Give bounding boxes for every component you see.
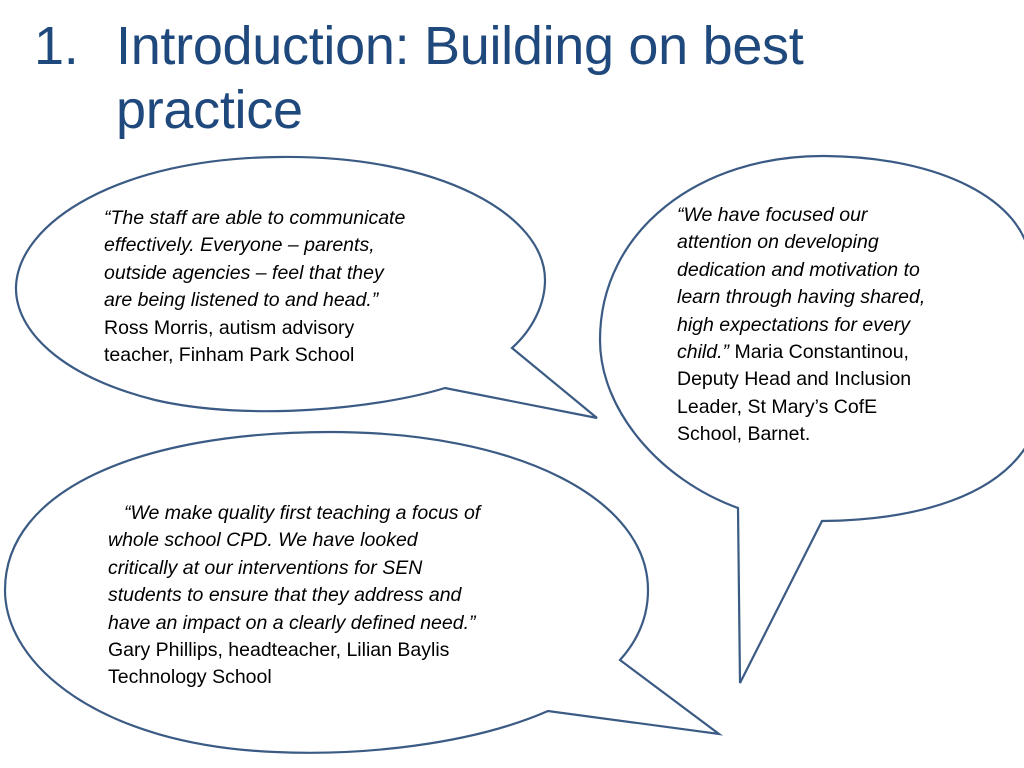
quote-line: outside agencies – feel that they (104, 261, 384, 284)
attribution-line: Deputy Head and Inclusion (677, 368, 912, 391)
quote-line: “We have focused our (677, 204, 868, 226)
quote-text (677, 202, 987, 339)
quote-line: whole school CPD. We have looked (108, 529, 418, 552)
quote-line-mixed (677, 339, 987, 366)
quote-attribution (104, 315, 474, 370)
quote-line: attention on developing (677, 231, 879, 254)
attribution-line: Ross Morris, autism advisory (104, 316, 355, 339)
quote-line: “The staff are able to communicate (104, 207, 406, 229)
attribution-line: teacher, Finham Park School (104, 344, 355, 367)
quote-ross-morris (104, 205, 474, 369)
slide-title-text: Introduction: Building on best practice (116, 16, 804, 140)
quote-line: learn through having shared, (677, 286, 926, 309)
quote-text (104, 205, 474, 315)
quote-line: high expectations for every (677, 313, 911, 336)
quote-gary-phillips (108, 500, 558, 692)
attribution-line: Leader, St Mary’s CofE (677, 395, 878, 418)
attribution-line: Technology School (108, 666, 272, 689)
quote-attribution (677, 366, 987, 448)
quote-text-continued (108, 527, 558, 637)
attribution-line: Maria Constantinou, (734, 341, 909, 364)
quote-text (116, 500, 558, 527)
attribution-line: Gary Phillips, headteacher, Lilian Baylis (108, 639, 450, 662)
quote-line: “We make quality first teaching a focus of (124, 502, 481, 524)
quote-line: have an impact on a clearly defined need.” (108, 611, 476, 634)
quote-line: critically at our interventions for SEN (108, 556, 423, 579)
quote-line: students to ensure that they address and (108, 584, 462, 607)
slide-number: 1. (34, 16, 79, 76)
quote-maria-constantinou (677, 202, 987, 449)
attribution-line: School, Barnet. (677, 423, 811, 446)
quote-line: dedication and motivation to (677, 258, 920, 281)
quote-line: effectively. Everyone – parents, (104, 234, 375, 257)
quote-attribution (108, 637, 558, 692)
quote-line: child.” (677, 341, 730, 364)
quote-line: are being listened to and head.” (104, 289, 379, 312)
